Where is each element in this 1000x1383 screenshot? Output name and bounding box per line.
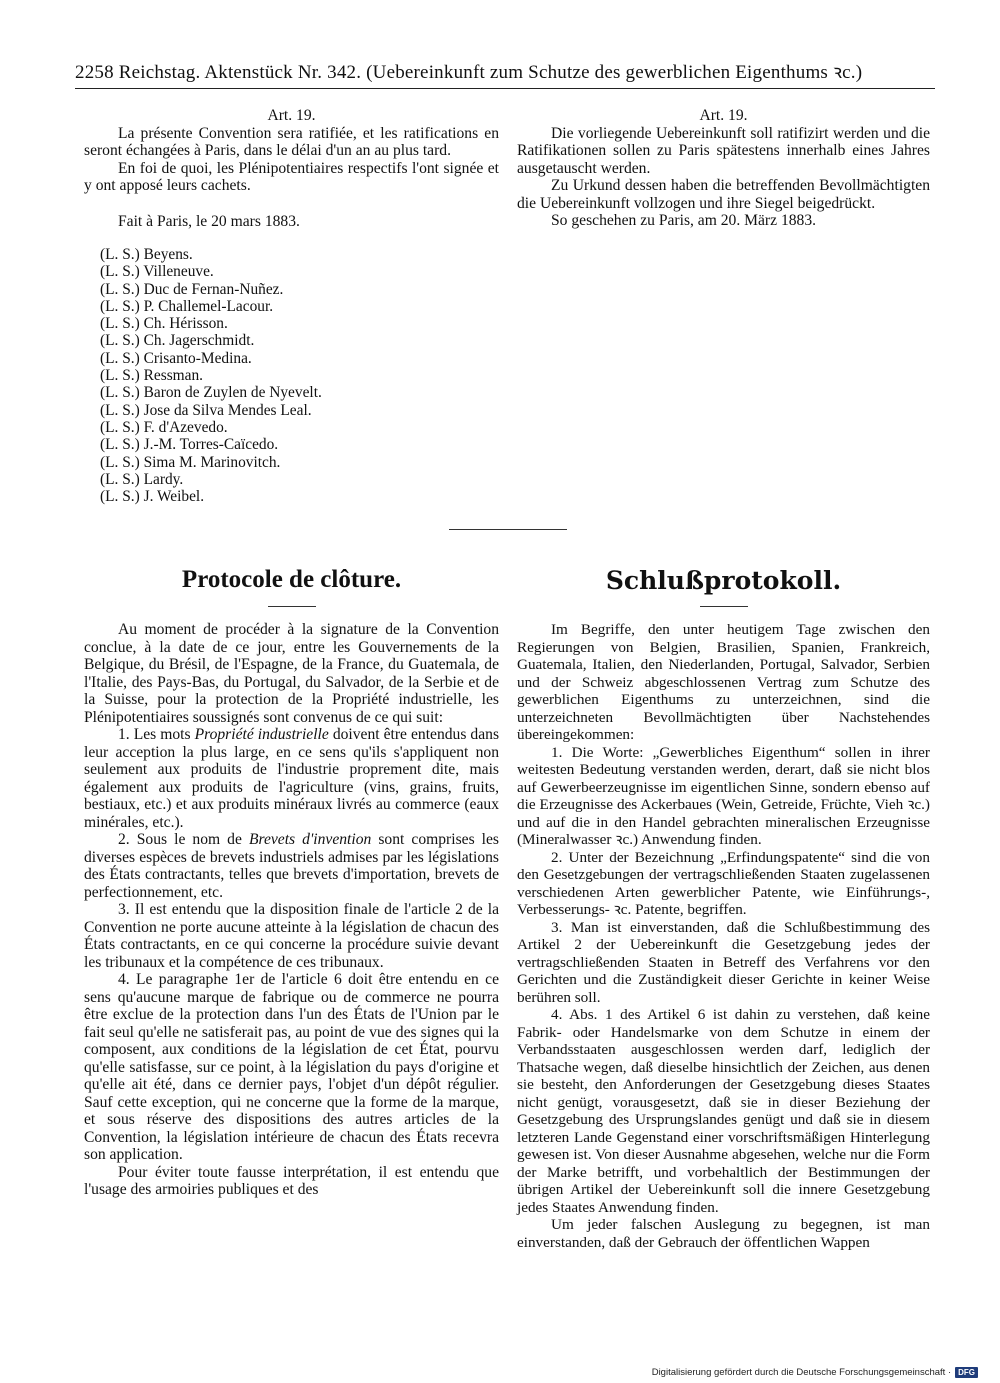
protocol-de-item3: 3. Man ist einverstanden, daß die Schlußbestimmung des Artikel 2 der Uebereinkunft die Gesetzgebung jedes der vertragschließenden Staaten in Betreff des Verfahrens vor den Gerichten und die Zuständigkeit dieser Gerichte in keiner Weise berühren soll. <box>517 918 930 1006</box>
signatory-list <box>84 246 499 505</box>
signatory: (L. S.) Beyens. <box>100 246 193 263</box>
signatory: (L. S.) Villeneuve. <box>100 263 214 281</box>
protocol-fr-intro: Au moment de procéder à la signature de la Convention conclue, à la date de ce jour, entre les Gouvernements de la Belgique, du Brésil, de l'Espagne, de la France, du Guatemala, de l'Italie, des Pays-Bas, du Portugal, du Salvador, de la Serbie et de la Suisse, pour la protection de la Propriété industrielle, les Plénipotentiaires soussignés sont convenus de ce qui suit: <box>84 621 499 726</box>
protocol-fr-item1 <box>84 726 499 831</box>
signatory: (L. S.) F. d'Azevedo. <box>100 418 228 436</box>
signatory: (L. S.) Ch. Hérisson. <box>100 315 228 333</box>
item2-rest: sont comprises les diverses espèces de brevets industriels admises par les législations des États contractants, telles que brevets d'importation, brevets de perfectionnement, etc. <box>84 831 499 901</box>
credit-text: Digitalisierung gefördert durch die Deutsche Forschungsgemeinschaft · <box>651 1367 952 1378</box>
art19-french <box>84 107 499 505</box>
art19-fr-p1: La présente Convention sera ratifiée, et les ratifications en seront échangées à Paris, dans le délai d'un an au plus tard. <box>84 124 499 159</box>
protocol-de-item4: 4. Abs. 1 des Artikel 6 ist dahin zu verstehen, daß keine Fabrik- oder Handelsmarke von dem Schutze in einem der Verbandsstaaten ausgeschlossen werden darf, lediglich der Thatsache wegen, daß dieselbe hinsichtlich der Zeichen, aus denen sie besteht, den Anforderungen der Gesetzgebung dieses Staates nicht genügt, vorausgesetzt, daß sie in dieser Beziehung der Gesetzgebung des Ursprungslandes genügt und daß sie in diesem letzteren Lande Gegenstand einer vorschriftsmäßigen Hinterlegung gewesen ist. Von dieser Ausnahme abgesehen, welche nur die Form der Marke betrifft, und vorbehaltlich der Bestimmungen der übrigen Artikel der Uebereinkunft soll die innere Gesetzgebung jedes Staates Anwendung finden. <box>517 1006 930 1216</box>
signatory: (L. S.) Crisanto-Medina. <box>100 349 252 367</box>
protocol-fr-item4: 4. Le paragraphe 1er de l'article 6 doit être entendu en ce sens qu'aucune marque de fabrique ou de commerce ne pourra être exclue de la protection dans l'un des États de l'Union par le fait seul qu'elle ne satisferait pas, au point de vue des signes qui la composent, aux conditions de la législation de cet État, pourvu qu'elle satisfasse, sur ce point, à la législation du pays d'origine et qu'elle ait été, dans ce dernier pays, l'objet d'un dépôt régulier. Sauf cette exception, qui ne concerne que la forme de la marque, et sous réserve des dispositions des autres articles de la Convention, la législation intérieure de chacun des États recevra son application. <box>84 971 499 1163</box>
art19-fr-done: Fait à Paris, le 20 mars 1883. <box>118 212 300 230</box>
running-header: 2258 Reichstag. Aktenstück Nr. 342. (Uebereinkunft zum Schutze des gewerblichen Eigenthums ꝛc.) <box>75 62 863 83</box>
item1-rest: doivent être entendus dans leur acception la plus large, en ce sens qu'ils s'appliquent non seulement aux produits de l'industrie proprement dite, mais également aux produits de l'agriculture (vins, grains, fruits, bestiaux, etc.) et aux produits minéraux livrés au commerce (eaux minérales, etc.). <box>84 726 500 831</box>
section-divider <box>449 529 567 530</box>
art19-german <box>517 107 930 230</box>
protocol-fr-item2 <box>84 831 499 901</box>
signatory: (L. S.) J. Weibel. <box>100 488 205 506</box>
art19-heading-fr: Art. 19. <box>267 107 316 124</box>
protocol-de-intro: Im Begriffe, den unter heutigem Tage zwischen den Regierungen von Belgien, Brasilien, Spanien, Frankreich, Guatemala, Italien, den Niederlanden, Portugal, Salvador, Serbien und der Schweiz abgeschlossenen Vertrag zum Schutze des gewerblichen Eigenthums zu unterzeichnen, sind die unterzeichneten Bevollmächtigten über Nachstehendes übereingekommen: <box>517 621 930 743</box>
protocol-body-de <box>517 621 930 1251</box>
signatory: (L. S.) Baron de Zuylen de Nyevelt. <box>100 384 322 402</box>
item1-term: Propriété industrielle <box>194 726 329 743</box>
signatory: (L. S.) P. Challemel-Lacour. <box>100 297 274 315</box>
title-rule-fr <box>268 606 316 607</box>
title-rule-de <box>700 606 748 607</box>
protocol-title-de: Schlußprotokoll. <box>605 566 842 595</box>
protocol-de-item5: Um jeder falschen Auslegung zu begegnen, ist man einverstanden, daß der Gebrauch der öffentlichen Wappen <box>517 1216 930 1251</box>
art19-heading-de: Art. 19. <box>699 107 748 124</box>
signatory: (L. S.) J.-M. Torres-Caïcedo. <box>100 436 279 454</box>
protocol-fr-item5: Pour éviter toute fausse interprétation, il est entendu que l'usage des armoiries publiques et des <box>84 1163 499 1198</box>
art19-de-p2: Zu Urkund dessen haben die betreffenden Bevollmächtigten die Uebereinkunft vollzogen und ihre Siegel beigedrückt. <box>517 177 930 212</box>
signatory: (L. S.) Lardy. <box>100 470 184 488</box>
item2-term: Brevets d'invention <box>248 831 372 848</box>
protocol-de-item2: 2. Unter der Bezeichnung „Erfindungspatente“ sind die von den Gesetzgebungen der vertragschließenden Staaten zugelassenen verschiedenen Arten gewerblicher Patente, wie Einführungs-, Verbesserungs- ꝛc. Patente, begriffen. <box>517 848 930 918</box>
protocol-title-fr: Protocole de clôture. <box>181 566 402 593</box>
signatory: (L. S.) Ressman. <box>100 367 204 385</box>
protocol-fr-item3: 3. Il est entendu que la disposition finale de l'article 2 de la Convention ne porte aucune atteinte à la législation de chacun des États contractants, en ce qui concerne la procédure suivie devant les tribunaux et la compétence de ces tribunaux. <box>84 901 499 971</box>
dfg-logo: DFG <box>955 1367 978 1378</box>
protocol-body-fr <box>84 621 499 1199</box>
signatory: (L. S.) Sima M. Marinovitch. <box>100 453 281 471</box>
signatory: (L. S.) Duc de Fernan-Nuñez. <box>100 280 284 298</box>
digitization-credit <box>652 1367 978 1378</box>
header-rule <box>75 88 935 89</box>
protocol-de-item1: 1. Die Worte: „Gewerbliches Eigenthum“ sollen in ihrer weitesten Bedeutung verstanden werden, derart, daß sie nicht blos auf Gewerbeerzeugnisse im eigentlichen Sinne, sondern ebenso auf die Erzeugnisse des Ackerbaues (Wein, Getreide, Früchte, Vieh ꝛc.) und auf die in den Handel gebrachten mineralischen Erzeugnisse (Mineralwasser ꝛc.) Anwendung finden. <box>517 743 930 848</box>
item1-prefix: 1. Les mots <box>118 726 195 743</box>
art19-de-done: So geschehen zu Paris, am 20. März 1883. <box>551 212 817 229</box>
art19-de-p1: Die vorliegende Uebereinkunft soll ratifizirt werden und die Ratifikationen sollen zu Paris spätestens innerhalb eines Jahres ausgetauscht werden. <box>517 124 930 177</box>
item2-prefix: 2. Sous le nom de <box>118 831 249 848</box>
signatory: (L. S.) Ch. Jagerschmidt. <box>100 332 255 350</box>
art19-fr-p2: En foi de quoi, les Plénipotentiaires respectifs l'ont signée et y ont apposé leurs cachets. <box>84 159 499 194</box>
signatory: (L. S.) Jose da Silva Mendes Leal. <box>100 401 312 419</box>
